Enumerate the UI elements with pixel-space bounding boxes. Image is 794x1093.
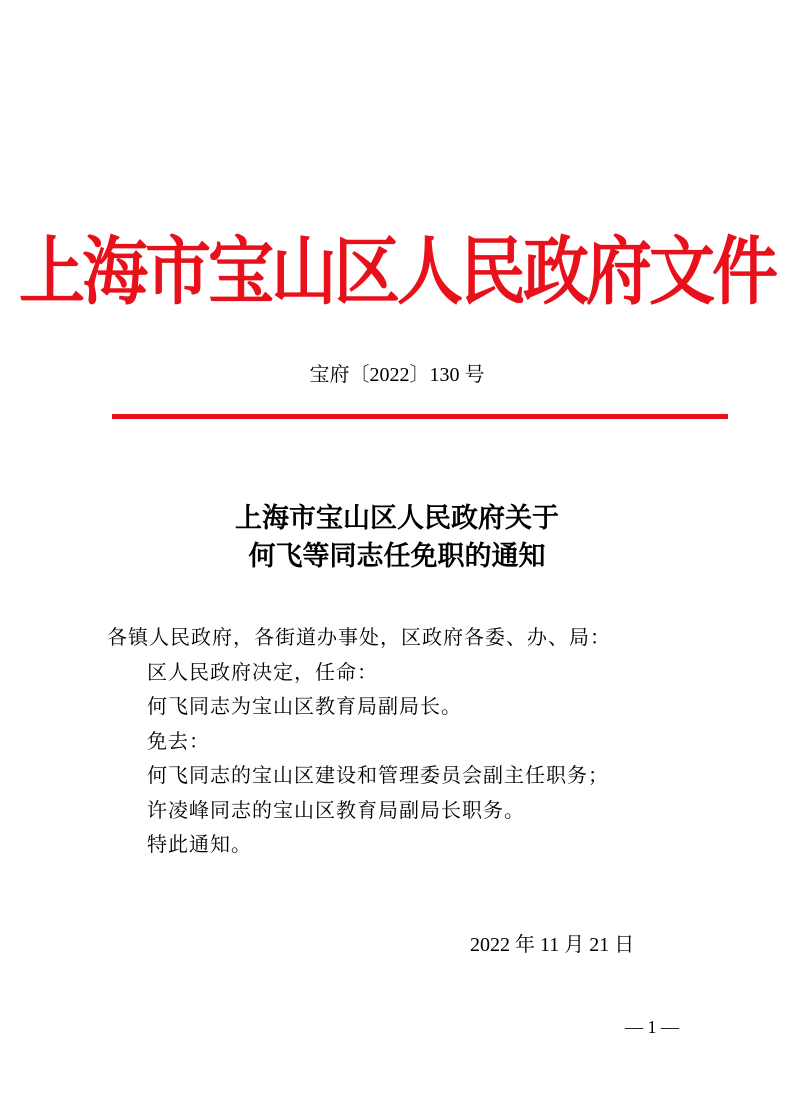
document-masthead: 上海市宝山区人民政府文件	[19, 228, 775, 315]
red-divider-line	[112, 414, 728, 419]
issue-date: 2022 年 11 月 21 日	[470, 934, 635, 956]
notice-title-line-2: 何飞等同志任免职的通知	[248, 541, 546, 572]
document-number: 宝府〔2022〕130 号	[309, 364, 485, 386]
body-paragraph: 区人民政府决定，任命：	[147, 659, 378, 684]
body-paragraph: 何飞同志为宝山区教育局副局长。	[147, 694, 462, 718]
body-paragraph: 何飞同志的宝山区建设和管理委员会副主任职务；	[147, 763, 609, 787]
notice-body	[107, 620, 707, 862]
notice-title	[0, 500, 794, 576]
notice-title-line-1: 上海市宝山区人民政府关于	[235, 503, 559, 534]
body-paragraph: 免去：	[147, 728, 210, 753]
addressee-line: 各镇人民政府，各街道办事处，区政府各委、办、局：	[107, 625, 611, 649]
page-number: — 1 —	[625, 1017, 679, 1037]
body-paragraph: 许凌峰同志的宝山区教育局副局长职务。	[147, 797, 525, 822]
body-paragraph: 特此通知。	[147, 832, 252, 856]
